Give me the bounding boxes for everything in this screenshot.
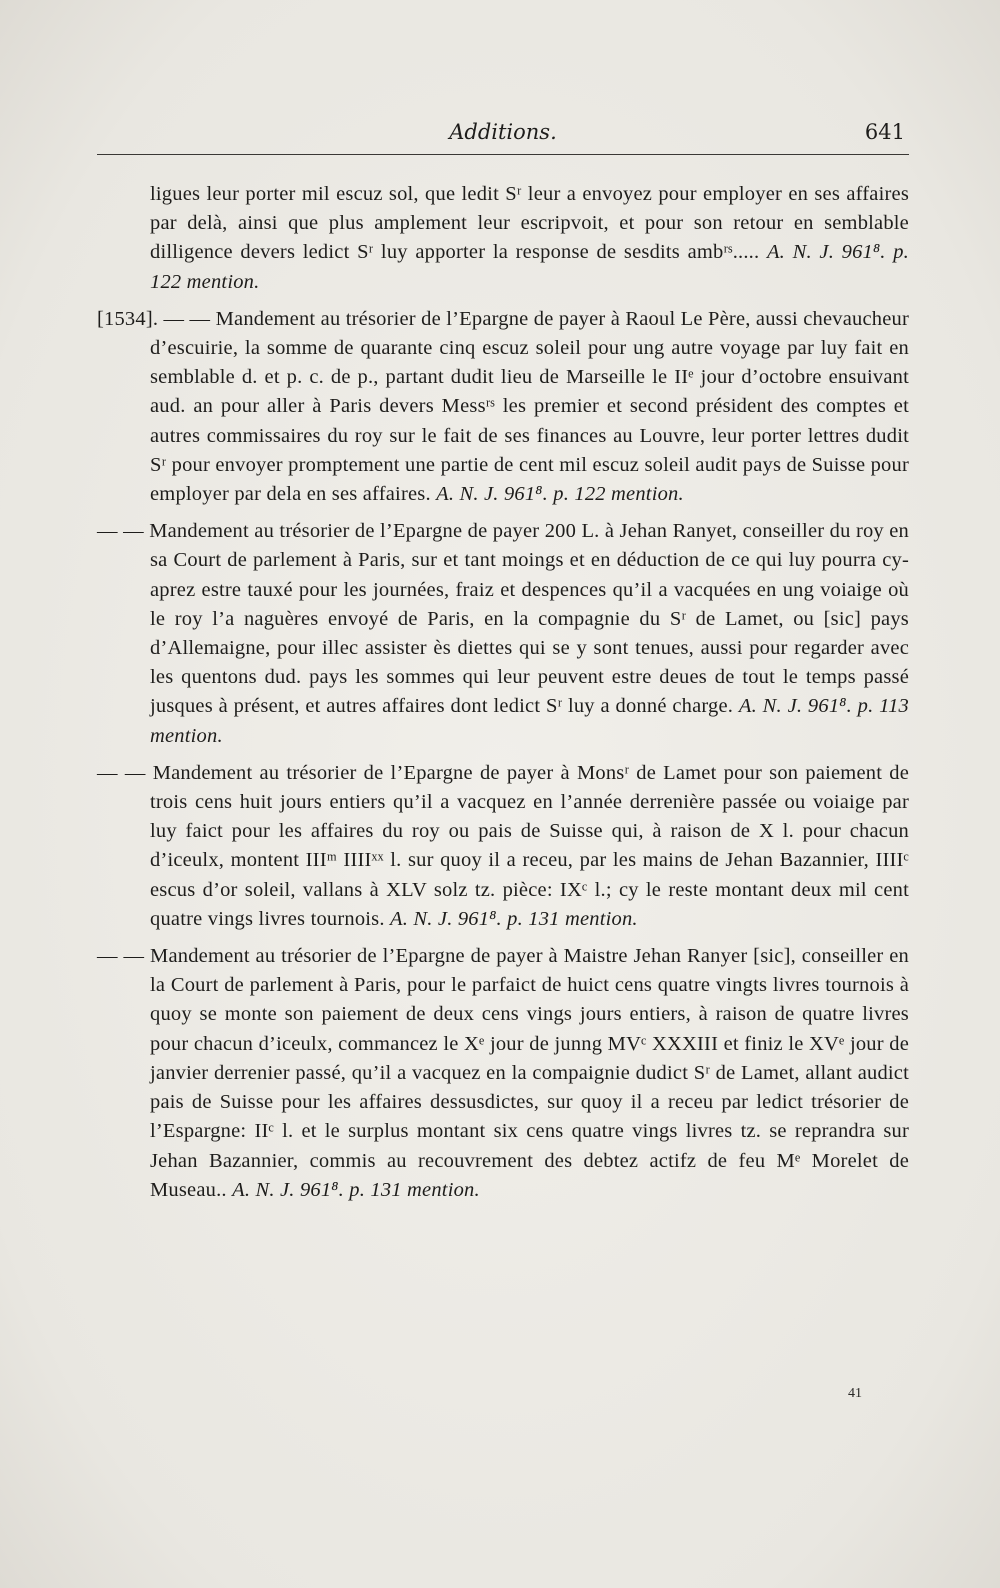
page-number: 641 (864, 120, 905, 144)
entry-body: ligues leur porter mil escuz sol, que ledit Sʳ leur a envoyez pour employer en ses affaires par delà, ainsi que plus amplement leur escripvoit, et pour son retour en semblable dilligence devers ledict Sʳ luy apporter la response de sesdits ambʳˢ..... (150, 183, 909, 264)
entry-lead: — — (97, 945, 145, 968)
archive-reference: A. N. J. 961⁸. p. 131 mention. (232, 1178, 480, 1201)
entry-body: Mandement au trésorier de l’Epargne de payer à Maistre Jehan Ranyer [sic], conseiller en la Court de parlement à Paris, pour le parfaict de huict cens quatre vingts livres tournois à quoy se monte son paiement de deux cens vings jours entiers, à raison de quatre livres pour chacun d’iceulx, commancez le Xᵉ jour de junng MVᶜ XXXIII et finiz le XVᵉ jour de janvier derrenier passé, qu’il a vacquez en la compaignie dudict Sʳ de Lamet, allant audict pais de Suisse pour les affaires dessusdictes, sur quoy il a receu par ledict trésorier de l’Espargne: IIᶜ l. et le surplus montant six cens quatre vings livres tz. se reprandra sur Jehan Bazannier, commis au recouvrement des debtez actifz de feu Mᵉ Morelet de Museau.. (150, 945, 909, 1201)
signature-mark: 41 (848, 1386, 862, 1401)
entry-lead: — — (97, 520, 144, 543)
archive-reference: A. N. J. 961⁸. p. 131 mention. (390, 907, 638, 930)
archive-reference: A. N. J. 961⁸. p. 122 mention. (150, 241, 909, 293)
entry-continuation (97, 180, 909, 297)
main-text (97, 180, 909, 1213)
entry (97, 517, 909, 751)
entry-lead: — — (97, 761, 146, 784)
archive-reference: A. N. J. 961⁸. p. 113 mention. (150, 695, 909, 747)
running-title: Additions. (449, 120, 557, 144)
entry (97, 942, 909, 1205)
archive-reference: A. N. J. 961⁸. p. 122 mention. (436, 483, 684, 506)
entry-body: Mandement au trésorier de l’Epargne de payer à Raoul Le Père, aussi chevaucheur d’escuirie, la somme de quarante cinq escuz soleil pour ung autre voyage par luy fait en semblable d. et p. c. de p., partant dudit lieu de Marseille le IIᵉ jour d’octobre ensuivant aud. an pour aller à Paris devers Messʳˢ les premier et second président des comptes et autres commissaires du roy sur le fait de ses finances au Louvre, leur porter lettres dudit Sʳ pour envoyer promptement une partie de cent mil escuz soleil audit pays de Suisse pour employer par dela en ses affaires. (150, 307, 910, 506)
entry-lead: [1534]. — — (97, 307, 211, 330)
entry (97, 305, 909, 509)
entry (97, 759, 909, 934)
entry-body: Mandement au trésorier de l’Epargne de payer 200 L. à Jehan Ranyet, conseiller du roy en sa Court de parlement à Paris, sur et tant moings et en déduction de ce qui luy pourra cy-aprez estre tauxé pour les journées, fraiz et despences qu’il a vacquées en ung voiaige où le roy l’a naguères envoyé de Paris, en la compagnie du Sʳ de Lamet, ou [sic] pays d’Allemaigne, pour illec assister ès diettes qui se y sont tenues, aussi pour regarder avec les quentons dud. pays les sommes qui leur peuvent estre deues de tout le temps passé jusques à présent, et autres affaires dont ledict Sʳ luy a donné charge. (149, 520, 910, 718)
page-header (97, 118, 909, 155)
entry-body: Mandement au trésorier de l’Epargne de payer à Monsʳ de Lamet pour son paiement de trois cens huit jours entiers qu’il a vacquez en l’année derrenière passée ou voiaige par luy faict pour les affaires du roy ou pais de Suisse qui, à raison de X l. pour chacun d’iceulx, montent IIIᵐ IIIIˣˣ l. sur quoy il a receu, par les mains de Jehan Bazannier, IIIIᶜ escus d’or soleil, vallans à XLV solz tz. pièce: IXᶜ l.; cy le reste montant deux mil cent quatre vings livres tournois. (150, 761, 909, 930)
